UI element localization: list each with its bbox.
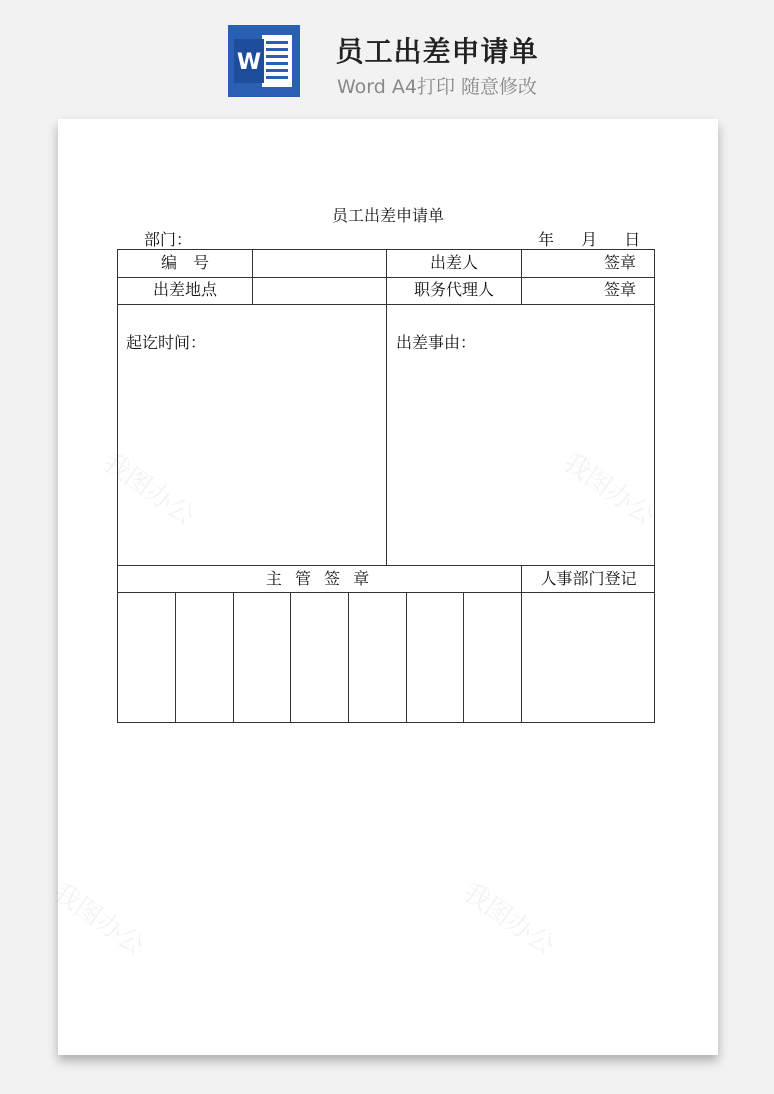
location-label: 出差地点	[152, 280, 217, 299]
application-form	[117, 249, 655, 723]
deputy-sign-label: 签章	[603, 280, 636, 299]
header-subtitle: Word A4打印 随意修改	[336, 76, 537, 98]
page-header	[0, 0, 774, 110]
reason-label: 出差事由：	[396, 333, 477, 352]
day-label: 日	[624, 230, 641, 249]
sign-col-divider	[233, 592, 234, 723]
header-title: 员工出差申请单	[335, 35, 539, 68]
watermark: 我图办公	[557, 447, 660, 532]
sign-col-divider	[406, 592, 407, 723]
deputy-label: 职务代理人	[413, 280, 494, 299]
month-label: 月	[581, 230, 598, 249]
period-label: 起讫时间：	[126, 333, 207, 352]
year-label: 年	[538, 230, 555, 249]
hr-label: 人事部门登记	[540, 569, 637, 588]
sign-col-divider	[175, 592, 176, 723]
number-label: 编 号	[160, 253, 209, 272]
watermark: 我图办公	[47, 877, 150, 962]
sign-col-divider	[463, 592, 464, 723]
date-label	[538, 227, 640, 250]
document-page	[47, 119, 718, 1055]
number-field[interactable]	[253, 250, 386, 276]
sign-col-divider	[290, 592, 291, 723]
traveler-label: 出差人	[429, 253, 478, 272]
word-icon	[228, 25, 300, 97]
row-divider	[118, 592, 654, 593]
supervisor-label: 主 管 签 章	[265, 569, 374, 588]
dept-label: 部门：	[144, 230, 193, 249]
traveler-sign-label: 签章	[603, 253, 636, 272]
watermark: 我图办公	[457, 877, 560, 962]
document-title: 员工出差申请单	[331, 206, 444, 225]
word-icon-letter: W	[236, 50, 262, 75]
location-field[interactable]	[253, 277, 386, 303]
watermark: 我图办公	[97, 447, 200, 532]
sign-col-divider	[348, 592, 349, 723]
